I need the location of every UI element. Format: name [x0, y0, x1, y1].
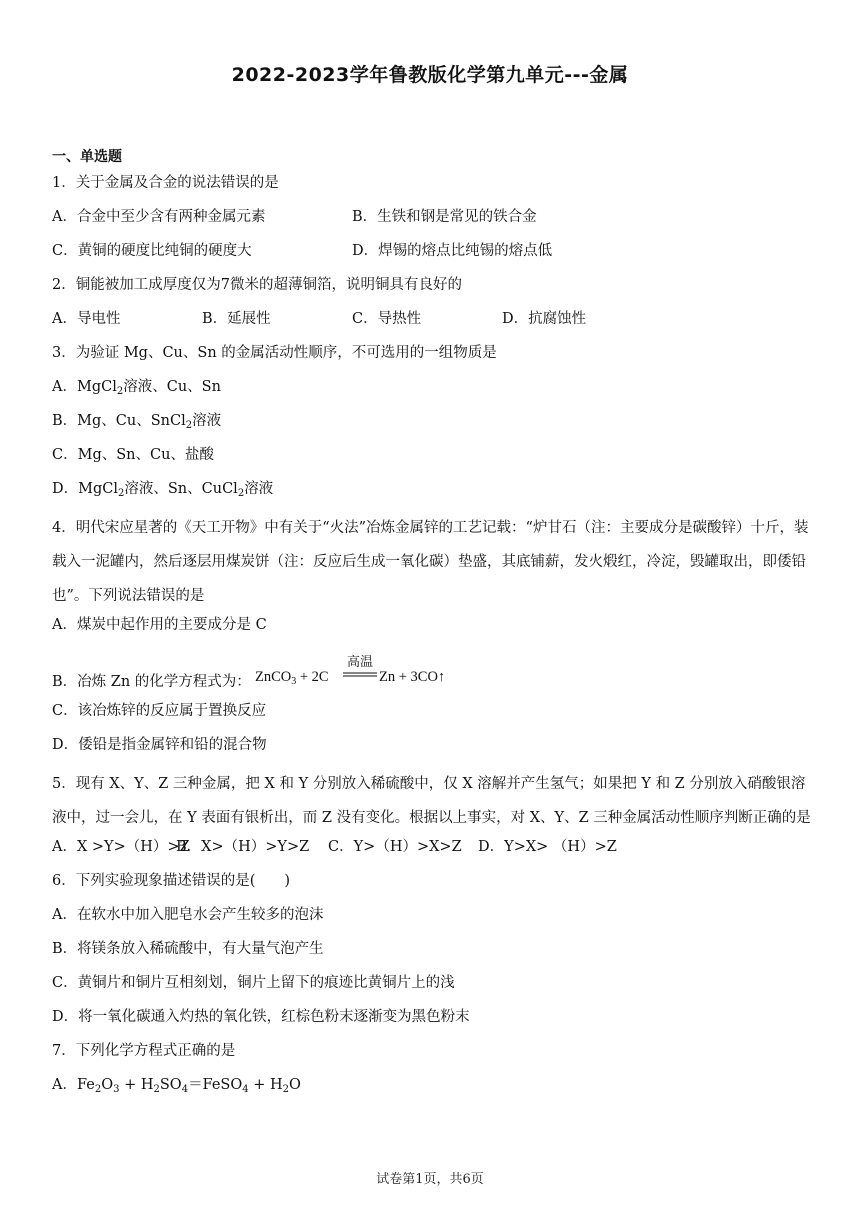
- q7-option-a: [52, 1073, 814, 1107]
- question-5-options: [52, 835, 814, 869]
- q7-a-s2: 3: [113, 1084, 120, 1095]
- q4-b-text: B．冶炼 Zn 的化学方程式为：: [52, 674, 251, 690]
- q3-option-c: C．Mg、Sn、Cu、盐酸: [52, 447, 214, 463]
- question-list: [52, 171, 814, 1107]
- question-6-stem: 6．下列实验现象描述错误的是( ): [52, 873, 291, 889]
- q3-option-d: [52, 477, 814, 511]
- q1-option-d: D．焊锡的熔点比纯锡的熔点低: [352, 243, 553, 259]
- question-2-options: [52, 307, 814, 341]
- section-heading: 一、单选题: [52, 149, 122, 165]
- q3-b-text-1: B．Mg、Cu、SnCl: [52, 413, 186, 429]
- q5-option-d: D．Y>X> （H）>Z: [478, 839, 617, 855]
- question-1-stem: 1．关于金属及合金的说法错误的是: [52, 175, 279, 191]
- q1-option-a: A．合金中至少含有两种金属元素: [52, 209, 266, 225]
- q5-option-c: C．Y>（H）>X>Z: [328, 839, 462, 855]
- q4-option-a: A．煤炭中起作用的主要成分是 C: [52, 617, 267, 633]
- eq-condition: 高温: [346, 655, 373, 670]
- q3-option-b: [52, 409, 814, 443]
- q5-option-b: B．X>（H）>Y>Z: [176, 839, 310, 855]
- q3-d-text-2: 溶液、Sn、CuCl: [124, 481, 238, 497]
- q4-option-b: [52, 647, 814, 699]
- q3-d-text-3: 溶液: [244, 481, 274, 497]
- q7-a-s6: 2: [282, 1084, 289, 1095]
- page-footer: 试卷第1页，共6页: [376, 1172, 484, 1187]
- question-7-stem: 7．下列化学方程式正确的是: [52, 1043, 236, 1059]
- eq-left-tail: + 2C: [296, 669, 329, 685]
- q7-a-t1: A．Fe: [52, 1077, 95, 1093]
- q7-a-t3: + H: [119, 1077, 154, 1093]
- question-3-stem: 3．为验证 Mg、Cu、Sn 的金属活动性顺序，不可选用的一组物质是: [52, 345, 497, 361]
- q7-a-t5: ＝FeSO: [188, 1077, 243, 1093]
- q1-option-b: B．生铁和钢是常见的铁合金: [352, 209, 537, 225]
- q2-option-d: D．抗腐蚀性: [502, 311, 587, 327]
- q3-d-subscript-1: 2: [118, 488, 125, 499]
- q7-a-s5: 4: [242, 1084, 249, 1095]
- q3-a-text-2: 溶液、Cu、Sn: [123, 379, 221, 395]
- q6-option-a: A．在软水中加入肥皂水会产生较多的泡沫: [52, 907, 324, 923]
- q4-equation: [255, 651, 455, 691]
- q7-a-t7: O: [289, 1077, 301, 1093]
- q6-option-d: D．将一氧化碳通入灼热的氧化铁，红棕色粉末逐渐变为黑色粉末: [52, 1009, 470, 1025]
- q3-d-text-1: D．MgCl: [52, 481, 118, 497]
- eq-left: [255, 669, 329, 687]
- eq-right: Zn + 3CO↑: [378, 669, 445, 685]
- q6-option-c: C．黄铜片和铜片互相刻划，铜片上留下的痕迹比黄铜片上的浅: [52, 975, 455, 991]
- q7-a-t4: SO: [159, 1077, 182, 1093]
- q3-b-subscript: 2: [185, 420, 193, 431]
- q3-b-text-2: 溶液: [192, 413, 222, 429]
- question-1-options-row-1: [52, 205, 814, 239]
- q4-option-c: C．该冶炼锌的反应属于置换反应: [52, 703, 267, 719]
- eq-left-subscript: 3: [291, 676, 297, 687]
- q7-a-s3: 2: [153, 1084, 160, 1095]
- q3-d-subscript-2: 2: [237, 488, 245, 499]
- question-4-stem: 4．明代宋应星著的《天工开物》中有关于“火法”冶炼金属锌的工艺记载：“炉甘石（注：主要成分是碳酸锌）十斤，装载入一泥罐内，然后逐层用煤炭饼（注：反应后生成一氧化碳）垫盛，其底铺薪，发火煅红，冷淀，毁罐取出，即倭铅也”。下列说法错误的是: [52, 520, 809, 604]
- question-5-stem: 5．现有 X、Y、Z 三种金属，把 X 和 Y 分别放入稀硫酸中，仅 X 溶解并产生氢气；如果把 Y 和 Z 分别放入硝酸银溶液中，过一会儿，在 Y 表面有银析出，而 Z 没有变化。根据以上事实，对 X、Y、Z 三种金属活动性顺序判断正确的是: [52, 776, 811, 826]
- q3-a-text-1: A．MgCl: [52, 379, 117, 395]
- page-title: 2022-2023学年鲁教版化学第九单元---金属: [231, 64, 629, 86]
- q7-a-t2: O: [101, 1077, 114, 1093]
- q2-option-b: B．延展性: [202, 311, 271, 327]
- q7-a-s1: 2: [94, 1084, 102, 1095]
- q7-a-s4: 4: [181, 1084, 189, 1095]
- question-1-options-row-2: [52, 239, 814, 273]
- question-2-stem: 2．铜能被加工成厚度仅为7微米的超薄铜箔，说明铜具有良好的: [52, 277, 462, 293]
- q2-option-a: A．导电性: [52, 311, 121, 327]
- q1-option-c: C．黄铜的硬度比纯铜的硬度大: [52, 243, 252, 259]
- q3-a-subscript: 2: [116, 386, 124, 397]
- q2-option-c: C．导热性: [352, 311, 422, 327]
- q6-option-b: B．将镁条放入稀硫酸中，有大量气泡产生: [52, 941, 324, 957]
- q5-option-a: A．X >Y>（H）>Z: [52, 839, 190, 855]
- eq-left-formula: ZnCO: [254, 669, 292, 685]
- q3-option-a: [52, 375, 814, 409]
- q4-option-d: D．倭铅是指金属锌和铅的混合物: [52, 737, 267, 753]
- q7-a-t6: + H: [248, 1077, 283, 1093]
